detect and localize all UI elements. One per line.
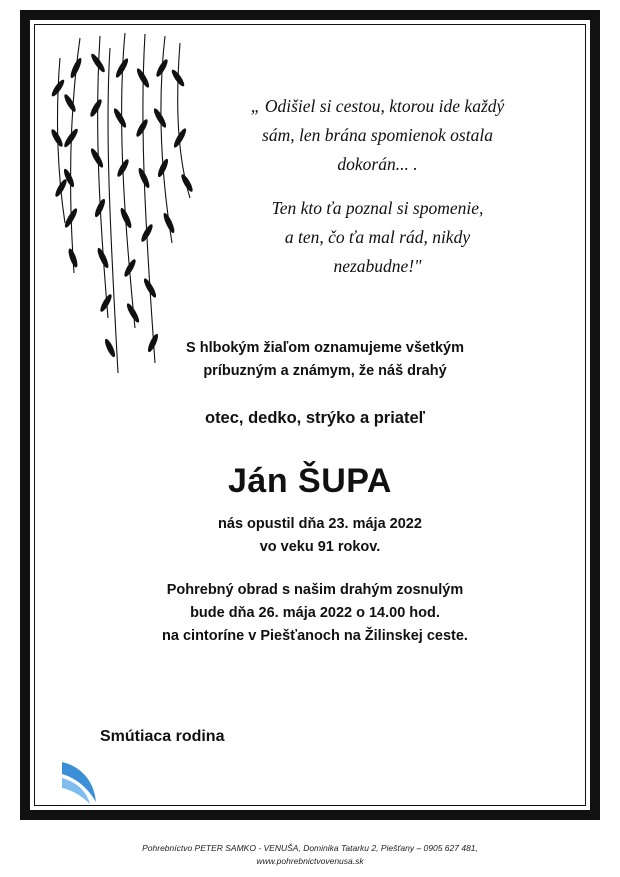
signature: Smútiaca rodina xyxy=(100,728,225,745)
funeral-line: Pohrebný obrad s našim drahým zosnulým xyxy=(166,582,464,598)
poem-line: Ten kto ťa poznal si spomenie, xyxy=(271,198,484,218)
relation-text: otec, dedko, strýko a priateľ xyxy=(204,409,425,427)
willow-branches-icon xyxy=(40,28,210,388)
funeral-line: bude dňa 26. mája 2022 o 14.00 hod. xyxy=(190,605,440,621)
death-info xyxy=(170,513,470,559)
footer-contact: Pohrebníctvo PETER SAMKO - VENUŠA, Dominika Tatarku 2, Piešťany – 0905 627 481, xyxy=(142,843,478,853)
footer xyxy=(0,842,620,868)
funeral-line: na cintoríne v Piešťanoch na Žilinskej ceste. xyxy=(162,628,468,644)
footer-website: www.pohrebnictvovenusa.sk xyxy=(256,856,364,866)
intro-line: príbuzným a známym, že náš drahý xyxy=(203,363,447,379)
poem-line: a ten, čo ťa mal rád, nikdy xyxy=(284,227,471,247)
venusa-wave-logo-icon xyxy=(60,758,100,806)
deceased-name: Ján ŠUPA xyxy=(228,462,392,500)
poem-line: sám, len brána spomienok ostala xyxy=(262,125,493,145)
death-info-line: vo veku 91 rokov. xyxy=(259,539,381,555)
poem-line: nezabudne!" xyxy=(333,256,422,276)
funeral-info xyxy=(115,579,515,648)
poem-line: dokorán... . xyxy=(337,154,418,174)
announcement-intro xyxy=(175,337,475,383)
poem-line: „ Odišiel si cestou, ktorou ide každý xyxy=(250,96,505,116)
death-info-line: nás opustil dňa 23. mája 2022 xyxy=(218,516,422,532)
intro-line: S hlbokým žiaľom oznamujeme všetkým xyxy=(186,340,464,356)
memorial-poem xyxy=(220,92,535,281)
